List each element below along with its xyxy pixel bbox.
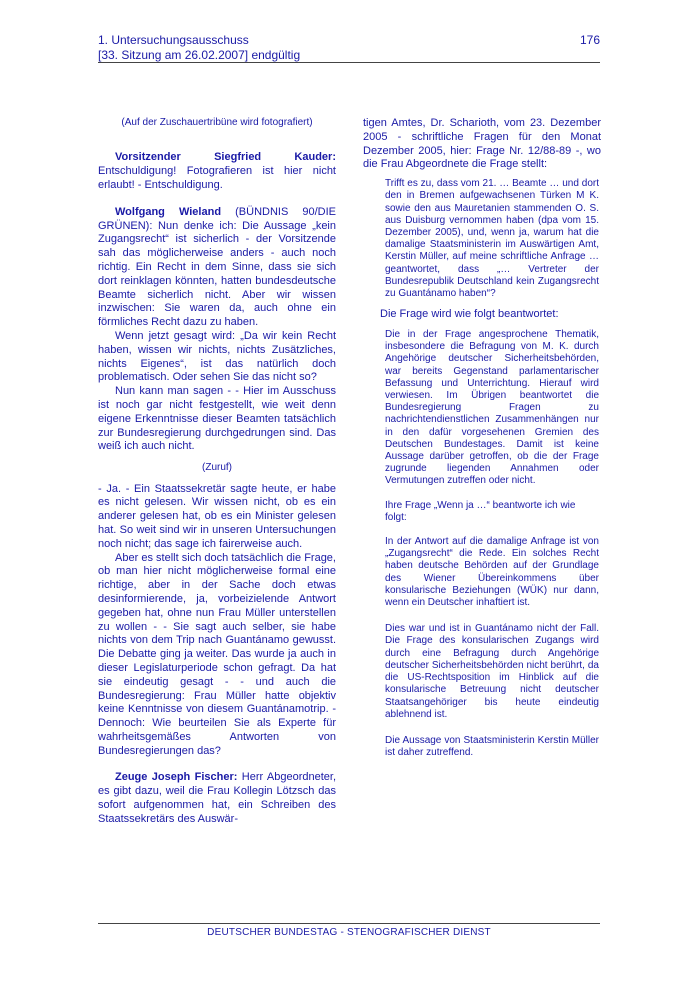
paragraph-wieland-3: Nun kann man sagen - - Hier im Ausschuss ist noch gar nicht festgestellt, wie weit denn eigene Erkenntnisse dieser Beamten tatsächlich zur Bundesregierung durchgedrungen sind. Das weiß ich auch nicht. (98, 385, 336, 453)
quoted-answer-1: Die in der Frage angesprochene Thematik, insbesondere die Befragung von M. K. durch Angehörige deutscher Sicherheitsbehörden, war bereits Gegenstand parlamentarischer Befassung und Unterrichtung. Hierauf wird verwiesen. Im Übrigen beantwortet die Bundesregierung Fragen zu nachrichtendienstlichen Zusammenhängen nur in den dafür vorgesehenen Gremien des Deutschen Bundestages. Damit ist keine Aussage darüber getroffen, ob die der Frage zugrunde liegenden Annahmen oder Vermutungen zutreffen oder nicht. (385, 329, 599, 487)
header-rule (98, 62, 600, 63)
speaker-chair: Vorsitzender Siegfried Kauder: (115, 151, 336, 164)
speaker-wieland: Wolfgang Wieland (115, 205, 222, 218)
paragraph-wieland-4: - Ja. - Ein Staatssekretär sagte heute, er habe es nicht gelesen. Wir wissen nicht, ob es ein anderer gelesen hat, ob es ein Minister gelesen hat. So weit sind wir in unseren Untersuchungen noch nicht; das sage ich fairerweise auch. (98, 482, 336, 550)
footer-text: DEUTSCHER BUNDESTAG - STENOGRAFISCHER DIENST (207, 927, 491, 938)
paragraph-chair: Vorsitzender Siegfried Kauder: Entschuldigung! Fotografieren ist hier nicht erlaubt! - Entschuldigung. (98, 151, 336, 191)
paragraph-fischer: Zeuge Joseph Fischer: Herr Abgeordneter, es gibt dazu, weil die Frau Kollegin Lötzsch das sofort aufgenommen hat, ein Schreiben des Staatssekretärs des Auswär- (98, 771, 336, 825)
speaker-fischer: Zeuge Joseph Fischer: (115, 771, 238, 784)
session-info: [33. Sitzung am 26.02.2007] endgültig (98, 48, 301, 62)
paragraph-wieland-2: Wenn jetzt gesagt wird: „Da wir kein Recht haben, wissen wir nichts, nichts Zusätzliches, nichts Eigenes“, ist das natürlich doch problematisch. Oder sehen Sie das nicht so? (98, 329, 336, 384)
quoted-answer-5: Die Aussage von Staatsministerin Kerstin Müller ist daher zutreffend. (385, 734, 599, 759)
quoted-question: Trifft es zu, dass vom 21. … Beamte … und dort den in Bremen aufgewachsenen Türken M K. sowie den aus Mauretanien stammenden O. S. aus Duisburg vernommen haben (dpa vom 15. Dezember 2005), und, wenn ja, warum hat die damalige Staatsministerin im Auswärtigen Amt, Kerstin Müller, auf meine schriftliche Anfrage … geantwortet, dass „… Vertreter der Bundesrepublik Deutschland kein Zugangsrecht zu Guantánamo haben“? (385, 178, 599, 300)
right-column (363, 117, 601, 759)
stage-direction: (Auf der Zuschauertribüne wird fotografiert) (121, 117, 313, 128)
quoted-answer-3: In der Antwort auf die damalige Anfrage ist von „Zugangsrecht“ die Rede. Ein solches Recht haben deutsche Behörden auf der Grundlage des Wiener Übereinkommens über konsularische Beziehungen (WÜK) nur dann, wenn ein Deutscher inhaftiert ist. (385, 536, 599, 609)
paragraph-wieland-1: Wolfgang Wieland (BÜNDNIS 90/DIE GRÜNEN): Nun denke ich: Die Aussage „kein Zugangsrecht“ ist sicherlich - der Vorsitzende sah das möglicherweise anders - auch noch richtig. Ein Recht in dem Sinne, dass sie sich dort reinklagen könnten, hatten bundesdeutsche Beamte sicherlich nicht. Aber wir wissen inzwischen: Sie waren da, auch ohne ein förmliches Recht dazu zu haben. (98, 205, 336, 329)
interjection: (Zuruf) (202, 462, 232, 474)
footer-rule (98, 923, 600, 924)
paragraph-answer-intro: Die Frage wird wie folgt beantwortet: (380, 308, 559, 321)
paragraph-fischer-continued: tigen Amtes, Dr. Scharioth, vom 23. Dezember 2005 - schriftliche Fragen für den Monat Dezember 2005, hier: Frage Nr. 12/88-89 -, wo die Frau Abgeordnete die Frage stellt: (363, 117, 601, 171)
left-column (98, 117, 336, 827)
quoted-answer-4: Dies war und ist in Guantánamo nicht der Fall. Die Frage des konsularischen Zugangs wird durch eine Befragung durch Angehörige deutscher Sicherheitsbehörden nicht berührt, da die US-Rechtsposition im Hinblick auf die konsularische Betreuung nicht deutscher Staatsangehöriger bis heute eindeutig ablehnend ist. (385, 623, 599, 720)
quoted-answer-2: Ihre Frage „Wenn ja …“ beantworte ich wie folgt: (385, 499, 576, 523)
page-number: 176 (579, 33, 600, 47)
committee-name: 1. Untersuchungsausschuss (98, 33, 249, 47)
paragraph-wieland-5: Aber es stellt sich doch tatsächlich die Frage, ob man hier nicht möglicherweise formal eine richtige, aber in der Sache doch etwas desinformierende, ja, vorbeizielende Antwort gegeben hat, ohne nun Frau Müller unterstellen zu wollen - - Sie sagt auch selber, sie habe nichts von dem Trip nach Guantánamo gewusst. Die Debatte ging ja weiter. Das wurde ja auch in dieser Legislaturperiode schon gefragt. Da hat sie eindeutig gesagt - - und auch die Bundesregierung: Frau Müller hatte objektiv keine Kenntnisse von diesem Guantánamotrip. - Dennoch: Wie beurteilen Sie als Experte für wahrheitsgemäßes Antworten von Bundesregierungen das? (98, 551, 336, 757)
